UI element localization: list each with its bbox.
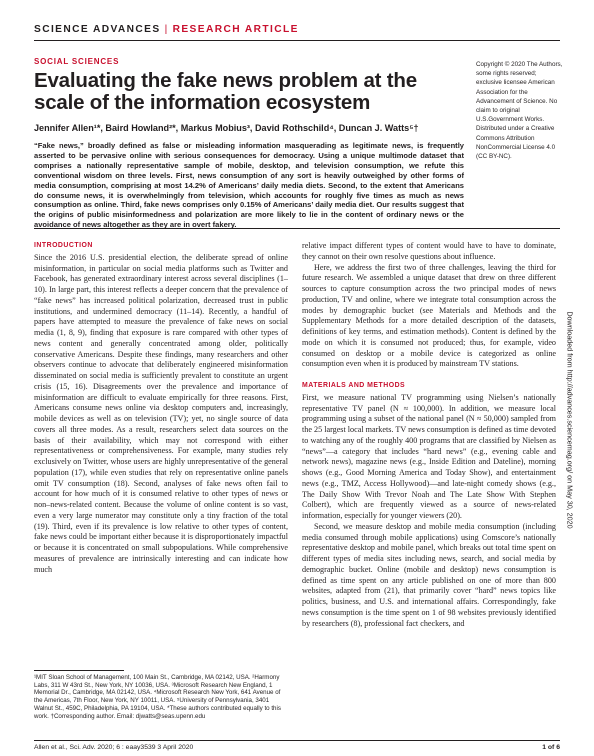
journal-header [34,24,299,35]
copyright-notice: Copyright © 2020 The Authors, some rights reserved; exclusive licensee American Association for the Advancement of Science. No claim to original U.S.Government Works. Distributed under a Creative Commons Attribution NonCommercial License 4.0 (CC BY-NC). [476,61,563,161]
section-gap [302,370,556,381]
download-watermark[interactable]: Downloaded from http://advances.sciencemag.org/ on May 30, 2020 [565,311,575,529]
body-paragraph: Here, we address the first two of three challenges, leaving the third for future research. We assembled a unique dataset that drew on three different sources to capture consumption across the two principal modes of news production, TV and online, where we integrate total consumption across the modes by demographic bucket (see Materials and Methods and the Supplementary Methods for a more detailed description of the datasets, definitions of key terms, and estimation methods). Content is defined by the mode on which it is consumed not produced; thus, for example, video consumed on desktop or a mobile device is categorized as online consumption even when it is produced by mainstream TV stations. [302,262,556,369]
body-paragraph: relative impact different types of content would have to have to dominate, they cannot on their own resolve questions about influence. [302,241,556,261]
right-column [302,241,556,629]
footer-citation: Allen et al., Sci. Adv. 2020; 6 : eaay3539 3 April 2020 [34,744,194,751]
methods-paragraph: Second, we measure desktop and mobile media consumption (including media consumed through mobile applications) using Comscore’s nationally representative desktop and mobile panel, which breaks out total time spent on different types of media sites including news, search, and social media by demographic bucket. Online (mobile and desktop) news consumption is defined as time spent on any article published on one of more than 800 websites, adapted from (21), that primarily cover “hard” news topics like politics, business, and U.S. and international affairs. Correspondingly, fake news consumption is the time spent on 1 of 98 websites previously identified by researchers (8), professional fact checkers, and [302,521,556,628]
abstract-divider [34,228,560,229]
header-divider [34,40,560,41]
introduction-heading: INTRODUCTION [34,242,93,249]
abstract: “Fake news,” broadly defined as false or misleading information masquerading as legitimate news, is frequently asserted to be pervasive online with serious consequences for democracy. Using a unique multimode dataset that comprises a nationally representative sample of mobile, desktop, and television consumption, we refute this conventional wisdom on three levels. First, news consumption of any sort is heavily outweighed by other forms of media consumption, comprising at most 14.2% of Americans’ daily media diets. Second, to the extent that Americans do consume news, it is overwhelmingly from television, which accounts for roughly five times as much as news consumption as online. Third, fake news comprises only 0.15% of Americans’ daily media diet. Our results suggest that the origins of public misinformedness and polarization are more likely to lie in the content of ordinary news or the avoidance of news altogether as they are in overt fakery. [34,141,464,230]
header-separator: | [164,24,169,35]
affiliations: ¹MIT Sloan School of Management, 100 Main St., Cambridge, MA 02142, USA. ²Harmony Labs, 311 W 43rd St., New York, NY 10036, USA. ³Microsoft Research New England, 1 Memorial Dr., Cambridge, MA 02142, USA. ⁴Microsoft Research New York, 641 Avenue of the Americas, 7th Floor, New York, NY 10011, USA. ⁵University of Pennsylvania, 3401 Walnut St., 459C, Philadelphia, PA 19104, USA. *These authors contributed equally to this work. †Corresponding author. Email: djwatts@seas.upenn.edu [34,674,281,720]
affiliations-divider [34,670,124,671]
article-type: RESEARCH ARTICLE [172,24,299,35]
footer-divider [34,740,560,741]
page-number: 1 of 6 [542,744,560,751]
introduction-paragraph: Since the 2016 U.S. presidential election, the deliberate spread of online misinformation, in particular on social media platforms such as Twitter and Facebook, has generated extraordinary interest across several disciplines (1–10). In large part, this interest reflects a deeper concern that the prevalence of “fake news” has increased political polarization, decreased trust in public institutions, and undermined democracy (11–14). Recently, a handful of papers have attempted to measure the prevalence of fake news on social media (1, 8, 9), finding that exposure is rare compared with other types of news content and generally concentrated among older, politically conservative Americans. Despite these findings, many researchers and other observers continue to advocate that deliberately engineered misinformation disseminated on social media is sufficiently prevalent to constitute an urgent crisis (15, 16). Disagreements over the prevalence and importance of misinformation are difficult to evaluate empirically for three reasons. First, Americans consume news online via desktop computers and, increasingly, mobile devices as well as on television (TV); yet, no single source of data covers all three modes. As a result, researchers select data sources on the basis of their availability, which may not correspond with either representativeness or comprehensiveness. For example, many studies rely exclusively on Twitter, whose users are highly unrepresentative of the general population (17), while even studies that rely on representative online panels omit TV consumption (18). Second, analyses of fake news often fail to account for how much of it is consumed relative to other types of news or non–news-related content. Because the volume of online content is so vast, even a very large numerator may constitute only a tiny fraction of the total (19). Third, even if its prevalence is low relative to other types of content, fake news could be important either because it is disproportionately impactful or because it is concentrated on small subpopulations. While comprehensive measures of prevalence are intrinsically interesting and can indicate how much [34,252,288,574]
methods-paragraph: First, we measure national TV programming using Nielsen’s nationally representative TV panel (N ≈ 100,000). In addition, we measure local programming using a subset of the national panel (N ≈ 50,000) sampled from the 25 largest local markets. TV news consumption is defined as time devoted to watching any of the roughly 400 programs that are classified by Nielsen as “news”—a category that includes “hard news” (e.g., evening cable and network news), magazine news (e.g., Inside Edition and Dateline), morning shows (e.g., Good Morning America and Today Show), and entertainment news (e.g., TMZ, Access Hollywood)—and late-night comedy shows (e.g., The Daily Show With Trevor Noah and The Late Show With Stephen Colbert), which are frequently viewed as a source of news-related information, especially for younger viewers (20). [302,392,556,520]
journal-name: SCIENCE ADVANCES [34,24,161,35]
methods-heading: MATERIALS AND METHODS [302,382,406,389]
author-list[interactable]: Jennifer Allen¹*, Baird Howland²*, Markus Mobius³, David Rothschild⁴, Duncan J. Watts⁵† [34,123,419,133]
article-title: Evaluating the fake news problem at the scale of the information ecosystem [34,69,417,114]
section-label: SOCIAL SCIENCES [34,57,120,66]
left-column [34,241,288,575]
